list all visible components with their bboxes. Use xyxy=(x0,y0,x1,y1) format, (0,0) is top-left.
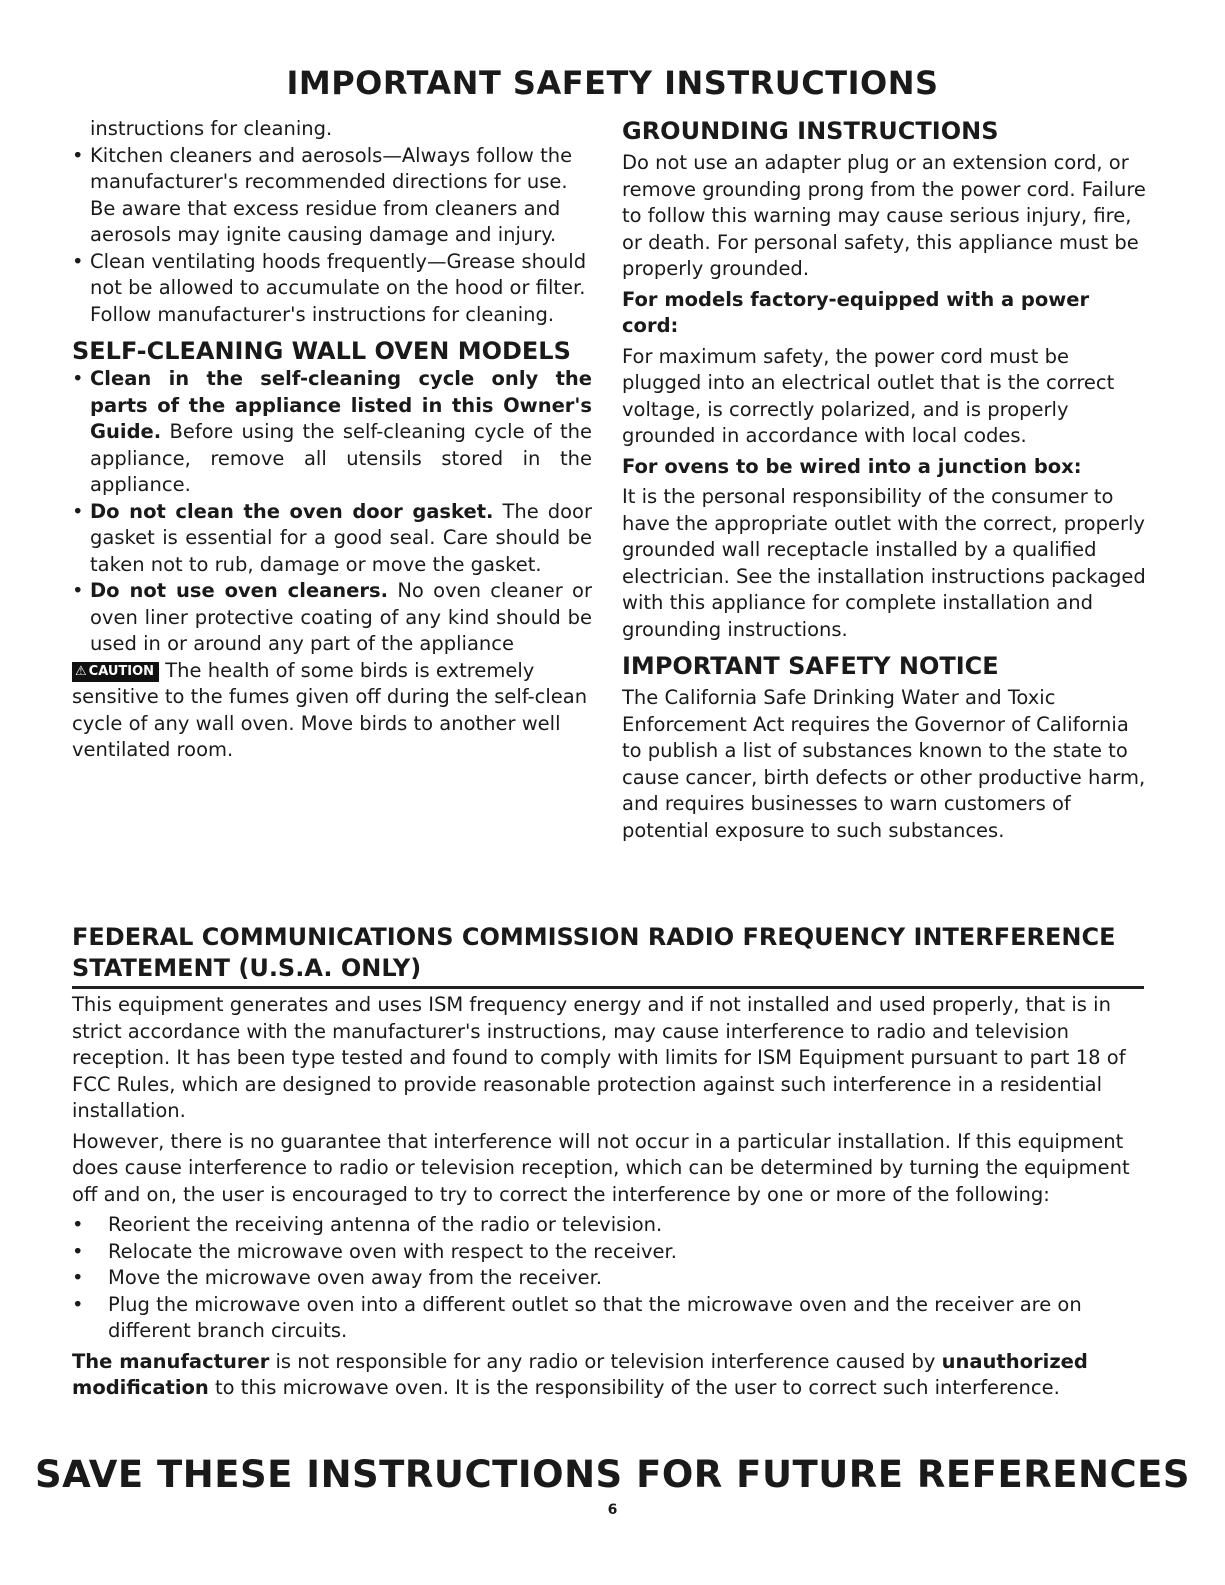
fcc-closing xyxy=(72,1349,1144,1402)
fcc-heading-block xyxy=(72,922,1144,984)
power-cord-heading: For models factory-equipped with a power cord: xyxy=(622,287,1090,337)
item-text: The door gasket is essential for a good seal. Care should be taken not to rub, damage or move the gasket. xyxy=(90,499,592,576)
fcc-paragraph-2: However, there is no guarantee that interference will not occur in a particular installation. If this equipment does cause interference to radio or television reception, which can be determined by turning the equipment off and on, the user is encouraged to try to correct the interference by one or more of the following: xyxy=(72,1129,1130,1206)
notice-heading: IMPORTANT SAFETY NOTICE xyxy=(622,652,999,680)
power-cord-text: For maximum safety, the power cord must be plugged into an electrical outlet that is the correct voltage, is correctly polarized, and is properly grounded in accordance with local codes. xyxy=(622,344,1115,447)
list-item: • Plug the microwave oven into a different outlet so that the microwave oven and the receiver are on different branch circuits. xyxy=(72,1292,1144,1345)
item-text: No oven cleaner or oven liner protective coating of any kind should be used in or around any part of the appliance xyxy=(90,579,592,655)
page-title: IMPORTANT SAFETY INSTRUCTIONS xyxy=(286,64,939,102)
list-item: • Relocate the microwave oven with respect to the receiver. xyxy=(72,1239,1144,1266)
caution-text: The health of some birds is extremely sensitive to the fumes given off during the self-clean cycle of any wall oven. Move birds to another well ventilated room. xyxy=(72,658,588,761)
fcc-heading: FEDERAL COMMUNICATIONS COMMISSION RADIO FREQUENCY INTERFERENCE STATEMENT (U.S.A. ONLY) xyxy=(72,923,1116,982)
junction-text: It is the personal responsibility of the consumer to have the appropriate outlet with the correct, properly grounded wall receptacle installed by a qualified electrician. See the installation instructions packaged with this appliance for complete installation and grounding instructions. xyxy=(622,485,1146,641)
self-clean-heading: SELF-CLEANING WALL OVEN MODELS xyxy=(72,337,571,365)
bold-lead: Clean in the self-cleaning cycle only the parts of the appliance listed in this Owner's Guide. xyxy=(90,367,592,443)
grounding-text: Do not use an adapter plug or an extension cord, or remove grounding prong from the power cord. Failure to follow this warning may cause serious injury, fire, or death. For personal safety, this appliance must be properly grounded. xyxy=(622,151,1146,280)
list-item xyxy=(72,578,592,658)
list-item: • Clean ventilating hoods frequently—Grease should not be allowed to accumulate on the hood or filter. Follow manufacturer's instructions for cleaning. xyxy=(72,249,592,329)
list-item xyxy=(72,499,592,579)
caution-paragraph xyxy=(72,658,592,764)
closing-bold-1: The manufacturer xyxy=(72,1349,270,1373)
bold-lead: Do not use oven cleaners. xyxy=(90,579,389,602)
item-text: Before using the self-cleaning cycle of the appliance, remove all utensils stored in the appliance. xyxy=(90,420,592,496)
closing-bold-2: unauthorized modification xyxy=(72,1349,1088,1399)
footer-banner: SAVE THESE INSTRUCTIONS FOR FUTURE REFERENCES xyxy=(34,1453,1191,1496)
list-item: • Reorient the receiving antenna of the radio or television. xyxy=(72,1212,1144,1239)
intro-text: instructions for cleaning. xyxy=(90,117,333,140)
caution-badge xyxy=(72,662,159,682)
list-item xyxy=(72,366,592,499)
closing-text-1: is not responsible for any radio or television interference caused by xyxy=(269,1349,942,1373)
list-item: • Kitchen cleaners and aerosols—Always follow the manufacturer's recommended directions for use. Be aware that excess residue from cleaners and aerosols may ignite causing damage and injury. xyxy=(72,143,592,249)
fcc-paragraph-1: This equipment generates and uses ISM frequency energy and if not installed and used properly, that is in strict accordance with the manufacturer's instructions, may cause interference to radio and television reception. It has been type tested and found to comply with limits for ISM Equipment pursuant to part 18 of FCC Rules, which are designed to provide reasonable protection against such interference in a residential installation. xyxy=(72,993,1126,1122)
right-column xyxy=(622,116,1147,844)
fcc-body xyxy=(72,992,1144,1402)
left-column xyxy=(72,116,592,764)
section-divider xyxy=(72,986,1144,989)
cleaning-bullets xyxy=(72,143,592,329)
grounding-heading: GROUNDING INSTRUCTIONS xyxy=(622,117,999,145)
list-item: • Move the microwave oven away from the receiver. xyxy=(72,1265,1144,1292)
junction-heading: For ovens to be wired into a junction box: xyxy=(622,454,1082,478)
page-number: 6 xyxy=(607,1502,618,1518)
closing-text-2: to this microwave oven. It is the responsibility of the user to correct such interference. xyxy=(208,1376,1060,1399)
caution-label: CAUTION xyxy=(88,663,155,679)
warning-triangle-icon: ⚠ xyxy=(75,663,87,679)
notice-text: The California Safe Drinking Water and Toxic Enforcement Act requires the Governor of California to publish a list of substances known to the state to cause cancer, birth defects or other productive harm, and requires businesses to warn customers of potential exposure to such substances. xyxy=(622,686,1146,842)
self-clean-list xyxy=(72,366,592,658)
bold-lead: Do not clean the oven door gasket. xyxy=(90,499,494,523)
fcc-bullets xyxy=(72,1212,1144,1345)
